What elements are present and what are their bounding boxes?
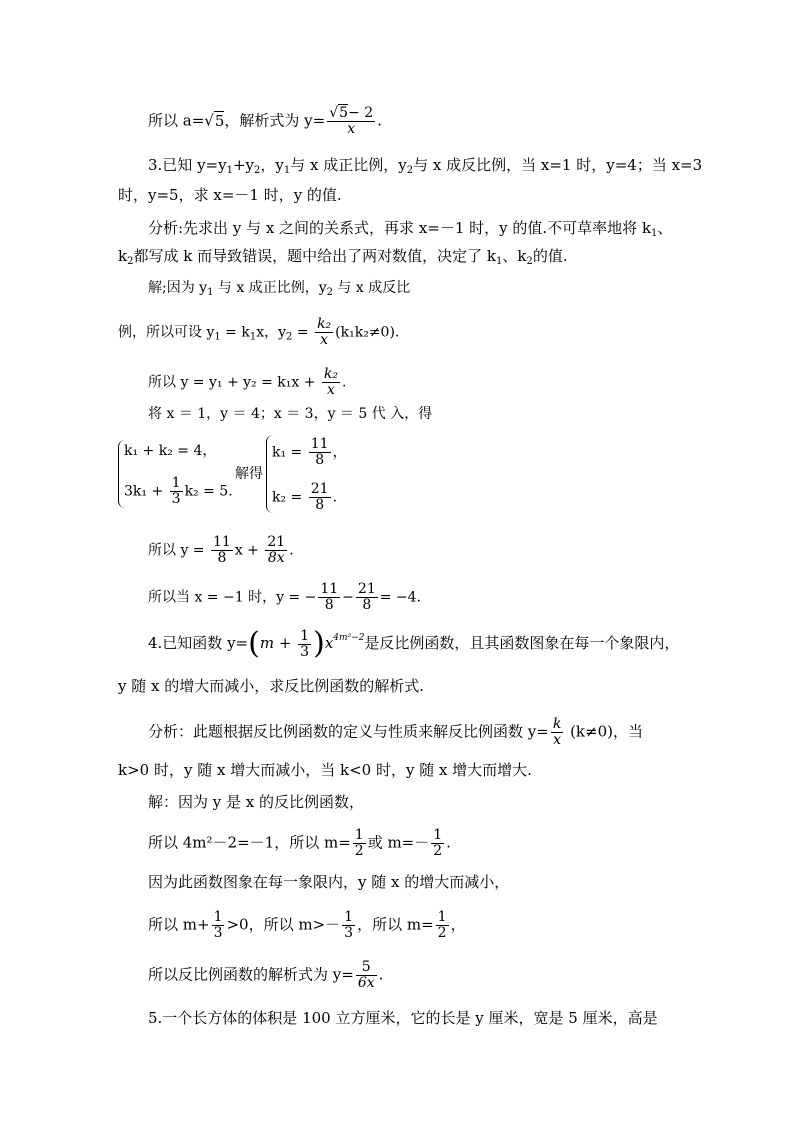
- text: −: [342, 589, 354, 606]
- subscript: 2: [127, 256, 134, 267]
- text: 所以 y = y₁ + y₂ = k₁x +: [148, 374, 320, 391]
- solution-4-line-1: 解：因为 y 是 x 的反比例函数，: [148, 793, 365, 811]
- equation-row: [124, 476, 233, 507]
- text: 4.已知函数 y=: [148, 634, 249, 652]
- subscript: 2: [526, 256, 533, 267]
- text: = −4.: [379, 589, 422, 606]
- fraction: [309, 437, 331, 468]
- numerator: 1: [437, 909, 447, 925]
- text: .: [342, 374, 347, 391]
- text: x: [347, 121, 356, 137]
- solution-line-6: [148, 582, 421, 613]
- fraction: [170, 476, 183, 507]
- numerator: 1: [354, 827, 364, 843]
- text: 与 x 成反比: [332, 280, 411, 296]
- text: 所以反比例函数的解析式为 y=: [148, 965, 354, 984]
- numerator: 21: [357, 581, 376, 597]
- fraction: [353, 828, 366, 859]
- denominator: 8: [362, 597, 372, 613]
- analysis-4-line-2: k>0 时，y 随 x 增大而减小，当 k<0 时，y 随 x 增大而增大.: [118, 761, 532, 779]
- solution-line-4: 将 x ＝ 1，y ＝ 4；x ＝ 3，y ＝ 5 代 入，得: [148, 406, 433, 422]
- text: 分析:先求出 y 与 x 之间的关系式，再求 x=－1 时，y 的值.不可草率地将 k: [148, 219, 652, 237]
- text: .: [446, 833, 451, 852]
- text: .: [377, 111, 382, 130]
- denominator: x: [553, 732, 562, 748]
- solution-line-3: [148, 367, 346, 398]
- fraction: [298, 629, 311, 660]
- text: .: [289, 542, 294, 559]
- analysis-line-2: [118, 246, 568, 272]
- text: 都写成 k 而导致错误，题中给出了两对数值，决定了 k: [133, 247, 496, 265]
- text: 、: [657, 219, 673, 237]
- denominator: 3: [300, 643, 310, 660]
- text: ，解析式为 y=: [224, 111, 326, 130]
- text: 所以 a=: [148, 111, 205, 130]
- subscript: 1: [226, 165, 233, 176]
- problem-3-line-1: [148, 155, 702, 181]
- solution-line-2: [118, 317, 399, 348]
- denominator: 8: [217, 550, 227, 566]
- denominator: 8: [315, 497, 325, 513]
- text: ，所以 m=: [357, 915, 434, 934]
- fraction: [356, 582, 378, 613]
- numerator: 11: [213, 534, 231, 550]
- fraction: [322, 367, 340, 398]
- fraction: [356, 960, 377, 991]
- subscript: 1: [495, 256, 503, 267]
- denominator: x: [327, 382, 335, 398]
- denominator: 8: [324, 597, 334, 613]
- text: ，y: [260, 156, 284, 174]
- fraction: $\frac{√5- 2}{x}$: [329, 105, 374, 137]
- subscript: 2: [286, 331, 293, 343]
- subscript: 1: [214, 331, 221, 343]
- sqrt-value: 5: [339, 105, 349, 121]
- text: 所以 m+: [148, 915, 210, 934]
- text: 与 x 成正比例，y: [290, 156, 407, 174]
- text: .: [332, 489, 338, 506]
- denominator: 2: [433, 843, 443, 859]
- subscript: 1: [249, 331, 257, 343]
- text: 3k₁ +: [124, 483, 168, 500]
- text: x: [324, 634, 334, 652]
- fraction: [318, 582, 340, 613]
- text: − 2: [348, 105, 374, 121]
- solution-4-line-5: [148, 960, 383, 991]
- denominator: 8: [315, 452, 325, 468]
- text: k₂ =: [272, 489, 307, 506]
- subscript: 2: [406, 165, 414, 176]
- fraction: [309, 482, 331, 513]
- numerator: 5: [356, 960, 377, 976]
- denominator: 3: [171, 491, 181, 507]
- solution-4-line-4: [148, 910, 466, 941]
- numerator: 21: [267, 534, 286, 550]
- analysis-line-1: [148, 218, 672, 244]
- text: 是反比例函数，且其函数图象在每一个象限内，: [364, 634, 680, 652]
- solution-line-5: [148, 535, 294, 566]
- numerator: 1: [300, 627, 310, 644]
- text: x +: [234, 542, 264, 559]
- denominator: 3: [213, 925, 223, 941]
- text: .: [378, 965, 384, 984]
- text: (k≠0)，当: [565, 722, 643, 741]
- numerator: k₂: [317, 316, 332, 332]
- solve-label: 解得: [235, 466, 263, 482]
- text: k₁ =: [272, 444, 307, 461]
- denominator: 3: [344, 925, 354, 941]
- text: 例，所以可设 y: [118, 324, 215, 341]
- subscript: 1: [207, 287, 214, 298]
- analysis-4-line-1: [148, 717, 643, 748]
- subscript: 2: [254, 165, 261, 176]
- numerator: 1: [213, 909, 223, 925]
- text: m +: [259, 634, 297, 652]
- text: ，: [450, 915, 466, 934]
- text: 所以 4m²－2=－1，所以 m=: [148, 833, 351, 852]
- problem-5-line-1: 5.一个长方体的体积是 100 立方厘米，它的长是 y 厘米，宽是 5 厘米，高是: [148, 1009, 658, 1027]
- text: 或 m=－: [367, 833, 430, 852]
- text: >0，所以 m>－: [226, 915, 341, 934]
- text: 分析：此题根据反比例函数的定义与性质来解反比例函数 y=: [148, 722, 549, 741]
- fraction: [342, 910, 355, 941]
- fraction: [436, 910, 449, 941]
- numerator: 1: [433, 827, 443, 843]
- equation-row: [272, 482, 337, 513]
- text: 解;因为 y: [148, 280, 208, 296]
- fraction: [551, 717, 563, 748]
- denominator: 2: [437, 925, 447, 941]
- fraction: [315, 317, 333, 348]
- problem-4-line-1: 4.已知函数 y=(m + $\frac{1}{3}$ )$x^{4m^2-2}$是反比例函数，且其函数图象在每一个象限内，: [148, 626, 680, 661]
- numerator: k: [552, 716, 562, 732]
- text: 的值.: [532, 247, 568, 265]
- text: +y: [232, 156, 255, 174]
- fraction: [211, 535, 233, 566]
- text: ，: [332, 444, 347, 461]
- text: k: [118, 247, 128, 265]
- text: k₂ = 5.: [184, 483, 233, 500]
- text: 与 x 成正比例，y: [213, 280, 327, 296]
- fraction: [431, 828, 444, 859]
- text: 、k: [502, 247, 527, 265]
- denominator: 2: [354, 843, 364, 859]
- solution-line-1: [148, 278, 410, 303]
- denominator: 8x: [267, 550, 285, 566]
- denominator: 6x: [357, 975, 375, 991]
- text: 所以当 x = −1 时，y = −: [148, 589, 317, 606]
- superscript: 4m²−2: [333, 633, 365, 643]
- numerator: 11: [310, 436, 329, 452]
- problem-3-line-2: 时，y=5，求 x=－1 时，y 的值.: [118, 186, 342, 204]
- problem-4-line-2: y 随 x 的增大而减小，求反比例函数的解析式.: [118, 677, 425, 695]
- solution-4-line-3: 因为此函数图象在每一象限内，y 随 x 的增大而减小，: [148, 873, 510, 891]
- subscript: 1: [651, 228, 658, 239]
- text: 与 x 成反比例，当 x=1 时，y=4；当 x=3: [413, 156, 703, 174]
- equation-row: [272, 437, 347, 468]
- subscript: 2: [326, 287, 333, 298]
- numerator: k₂: [323, 366, 339, 382]
- text: x，y: [256, 324, 287, 341]
- denominator: x: [320, 332, 329, 348]
- text: = k: [220, 324, 250, 341]
- numerator: 1: [344, 909, 354, 925]
- equation-row: k₁ + k₂ = 4，: [124, 443, 217, 459]
- text-line: 所以 a=√5，解析式为 y= $\frac{√5- 2}{x}$ .: [148, 105, 382, 137]
- solution-4-line-2: [148, 828, 451, 859]
- text: 3.已知 y=y: [148, 156, 227, 174]
- text: 所以 y =: [148, 542, 209, 559]
- subscript: 1: [283, 165, 291, 176]
- numerator: 21: [310, 481, 329, 497]
- fraction: [212, 910, 225, 941]
- fraction: [265, 535, 287, 566]
- numerator: 1: [171, 475, 181, 491]
- text: =: [292, 324, 314, 341]
- numerator: 11: [320, 581, 339, 597]
- sqrt-value: 5: [214, 111, 225, 130]
- text: (k₁k₂≠0).: [335, 324, 400, 341]
